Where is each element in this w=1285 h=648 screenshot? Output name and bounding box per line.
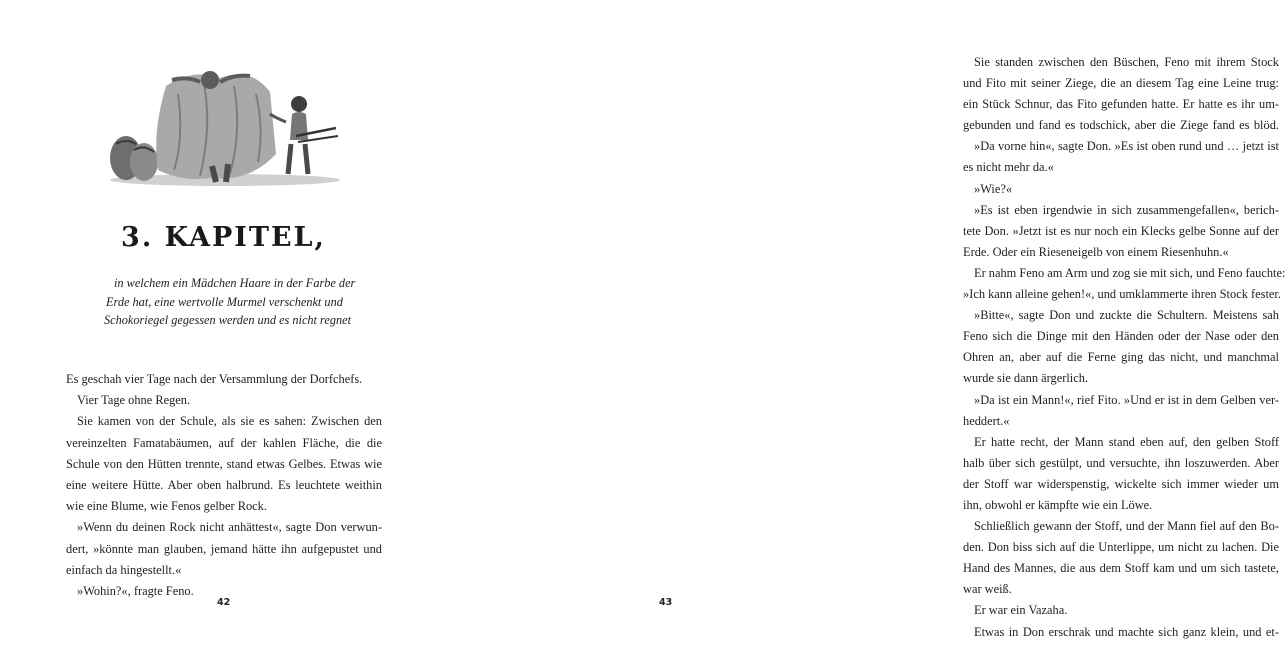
text-line: den. Don biss sich auf die Unterlippe, um nicht zu lachen. Die: [963, 540, 1279, 555]
text-line: Er war ein Vazaha.: [974, 603, 1068, 618]
text-line: Schließlich gewann der Stoff, und der Mann fiel auf den Bo-: [974, 519, 1279, 534]
text-line: dert, »könnte man glauben, jemand hätte ihn aufgepustet und: [66, 541, 382, 556]
text-line: und Fito mit seiner Ziege, die an diesem Tag eine Leine trug:: [963, 76, 1279, 91]
right-page-body: [963, 52, 1285, 643]
text-line: ein Stück Schnur, das Fito gefunden hatte. Er hatte es ihr um-: [963, 97, 1279, 112]
chapter-subtitle-line: Schokoriegel gegessen werden und es nicht regnet: [104, 313, 352, 328]
page-number: 42: [217, 597, 231, 608]
text-line: Hand des Mannes, die aus dem Stoff kam und um sich tastete,: [963, 561, 1279, 576]
text-line: der Stoff war widerspenstig, wickelte sich immer wieder um: [963, 476, 1279, 491]
chapter-subtitle: [104, 274, 356, 330]
text-line: Ohren an, aber auf die Ferne ging das nicht, und manchmal: [963, 350, 1279, 365]
text-line: »Wenn du deinen Rock nicht anhättest«, sagte Don verwun-: [77, 520, 382, 535]
text-line: wie eine Blume, wie Fenos gelber Rock.: [66, 499, 267, 514]
text-line: »Da vorne hin«, sagte Don. »Es ist oben rund und … jetzt ist: [974, 139, 1279, 154]
chapter-illustration: [100, 58, 350, 193]
chapter-subtitle-line: in welchem ein Mädchen Haare in der Farbe der: [114, 276, 356, 290]
text-line: »Bitte«, sagte Don und zuckte die Schultern. Meistens sah: [974, 308, 1279, 323]
text-line: Etwas in Don erschrak und machte sich ganz klein, und et-: [974, 624, 1279, 639]
right-page: [447, 0, 1285, 648]
text-line: einfach da hingestellt.«: [66, 562, 182, 577]
text-line: Feno sich die Dinge mit den Händen oder der Nase oder den: [963, 329, 1279, 344]
left-page: [0, 0, 447, 648]
text-line: tete Don. »Jetzt ist es nur noch ein Klecks gelbe Sonne auf der: [963, 223, 1279, 238]
text-line: Vier Tage ohne Regen.: [77, 393, 191, 408]
text-line: halb über sich gestülpt, und versuchte, ihn loszuwerden. Aber: [963, 455, 1279, 470]
text-line: »Wohin?«, fragte Feno.: [77, 583, 194, 598]
text-line: vereinzelten Famatabäumen, auf der kahlen Fläche, die die: [66, 435, 382, 450]
text-line: Schule von den Hütten trennte, stand etwas Gelbes. Etwas wie: [66, 456, 382, 471]
text-line: eine weitere Hütte. Aber oben halbrund. Es leuchtete weithin: [66, 477, 382, 492]
text-line: Er hatte recht, der Mann stand eben auf, den gelben Stoff: [974, 434, 1279, 449]
text-line: »Ich kann alleine gehen!«, und umklammerte ihren Stock fester.: [963, 287, 1281, 302]
text-line: es nicht mehr da.«: [963, 160, 1054, 175]
text-line: ihn, obwohl er kämpfte wie ein Löwe.: [963, 497, 1153, 512]
text-line: wurde sie dann ärgerlich.: [963, 371, 1089, 386]
chapter-title: 3. KAPITEL,: [121, 222, 326, 253]
chapter-subtitle-line: Erde hat, eine wertvolle Murmel verschenkt und: [106, 294, 343, 309]
text-line: »Es ist eben irgendwie in sich zusammengefallen«, berich-: [974, 202, 1279, 217]
text-line: »Da ist ein Mann!«, rief Fito. »Und er ist in dem Gelben ver-: [974, 392, 1279, 407]
text-line: heddert.«: [963, 413, 1010, 428]
text-line: Er nahm Feno am Arm und zog sie mit sich, und Feno fauchte:: [974, 265, 1285, 280]
left-page-body: [66, 369, 382, 602]
text-line: Sie standen zwischen den Büschen, Feno mit ihrem Stock: [974, 55, 1279, 69]
text-line: Sie kamen von der Schule, als sie es sahen: Zwischen den: [77, 414, 382, 429]
text-line: Es geschah vier Tage nach der Versammlung der Dorfchefs.: [66, 372, 363, 386]
text-line: »Wie?«: [974, 181, 1013, 196]
page-number: 43: [659, 597, 673, 608]
text-line: Erde. Oder ein Rieseneigelb von einem Riesenhuhn.«: [963, 244, 1229, 259]
text-line: gebunden und fand es todschick, aber die Ziege fand es blöd.: [963, 118, 1279, 133]
text-line: war weiß.: [963, 582, 1012, 597]
